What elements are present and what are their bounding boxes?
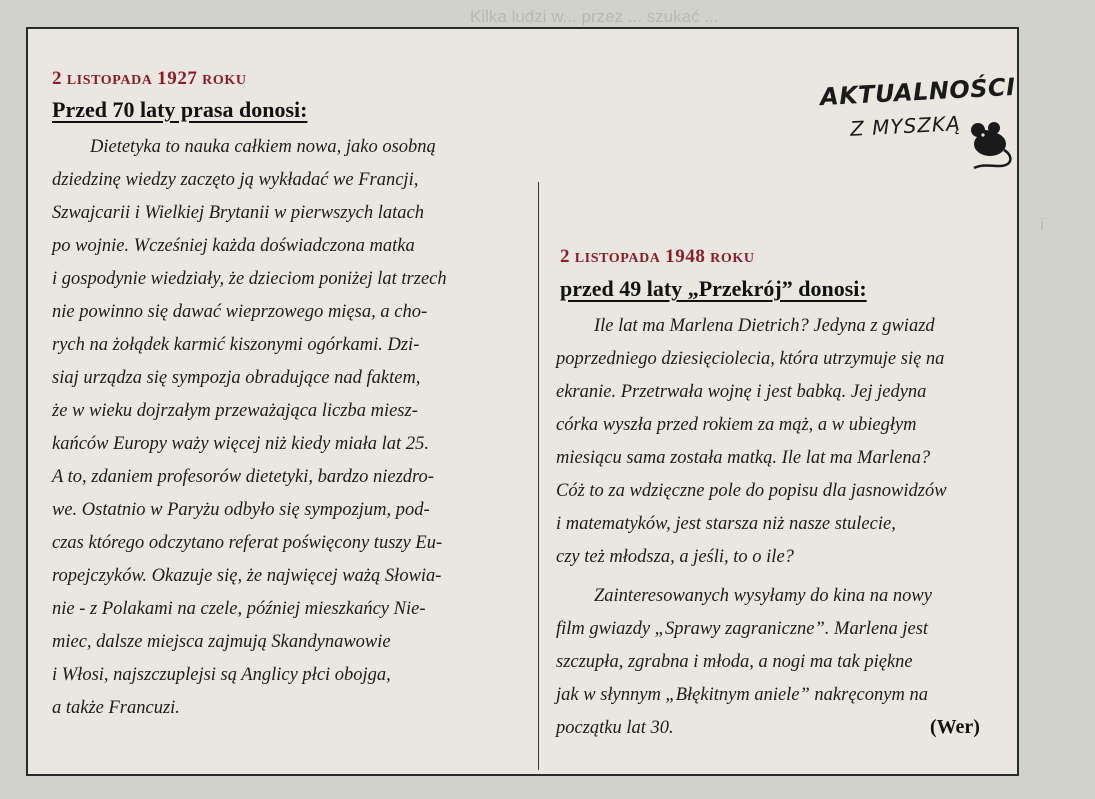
article1-line: ropejczyków. Okazuje się, że najwięcej ważą Słowia- [52, 566, 442, 586]
article2-signature: (Wer) [930, 716, 980, 738]
article1-line: nie powinno się dawać wieprzowego mięsa, a cho- [52, 302, 428, 322]
article1-line: dziedzinę wiedzy zaczęto ją wykładać we Francji, [52, 170, 419, 190]
article2-line: początku lat 30. [556, 718, 674, 738]
article1-line: we. Ostatnio w Paryżu odbyło się sympozjum, pod- [52, 500, 430, 520]
article1-date-month: LISTOPADA [66, 73, 153, 88]
article2-line: miesiącu sama została matką. Ile lat ma Marlena? [556, 448, 931, 468]
article2-date-month: LISTOPADA [574, 251, 661, 266]
logo-title: AKTUALNOŚCI [819, 72, 1017, 112]
logo-subtitle: Z MYSZKĄ [849, 111, 962, 141]
article1-date-number: 2 [52, 68, 63, 89]
column-logo [819, 72, 1020, 178]
column-divider [538, 182, 539, 770]
mouse-icon [960, 108, 1018, 170]
article1-line: miec, dalsze miejsca zajmują Skandynawowie [52, 632, 391, 652]
article2-line: poprzedniego dziesięciolecia, która utrzymuje się na [556, 349, 945, 369]
article1-date-year: 1927 [157, 68, 198, 89]
article1-line: kańców Europy waży więcej niż kiedy miała lat 25. [52, 434, 429, 454]
article1-line: że w wieku dojrzałym przeważająca liczba miesz- [52, 401, 418, 421]
article1-date [52, 68, 247, 90]
article2-heading: przed 49 laty „Przekrój” donosi: [560, 276, 867, 301]
article2-line: córka wyszła przed rokiem za mąż, a w ubiegłym [556, 415, 917, 435]
article2-line: jak w słynnym „Błękitnym aniele” nakręconym na [556, 685, 928, 705]
article2-date-suffix: ROKU [710, 251, 755, 266]
article1-line: Dietetyka to nauka całkiem nowa, jako osobną [90, 137, 436, 157]
background-bleed-text: Kilka ludzi w... przez ... szukać ... [470, 7, 719, 26]
article1-date-suffix: ROKU [202, 73, 247, 88]
article2-line: czy też młodsza, a jeśli, to o ile? [556, 547, 794, 567]
article1-line: rych na żołądek karmić kiszonymi ogórkami. Dzi- [52, 335, 420, 355]
article2-date-year: 1948 [665, 246, 706, 267]
article1-line: A to, zdaniem profesorów dietetyki, bardzo niezdro- [52, 467, 434, 487]
article2-date [560, 246, 755, 268]
article1-line: i Włosi, najszczuplejsi są Anglicy płci obojga, [52, 665, 391, 685]
article2-line: film gwiazdy „Sprawy zagraniczne”. Marlena jest [556, 619, 929, 639]
article1-line: nie - z Polakami na czele, później mieszkańcy Nie- [52, 599, 426, 619]
article1-line: siaj urządza się sympozja obradujące nad faktem, [52, 368, 421, 388]
article2-line: Cóż to za wdzięczne pole do popisu dla jasnowidzów [556, 481, 947, 501]
article2-line: Zainteresowanych wysyłamy do kina na nowy [594, 586, 932, 606]
article2-line: i matematyków, jest starsza niż nasze stulecie, [556, 514, 896, 534]
article2-line: szczupła, zgrabna i młoda, a nogi ma tak piękne [556, 652, 913, 672]
background-bleed-text-right: i [1040, 215, 1044, 234]
article1-line: i gospodynie wiedziały, że dzieciom poniżej lat trzech [52, 269, 447, 289]
article2-line: ekranie. Przetrwała wojnę i jest babką. Jej jedyna [556, 382, 927, 402]
article2-date-number: 2 [560, 246, 571, 267]
article1-line: Szwajcarii i Wielkiej Brytanii w pierwszych latach [52, 203, 425, 223]
article1-line: czas którego odczytano referat poświęcony tuszy Eu- [52, 533, 443, 553]
article1-heading: Przed 70 laty prasa donosi: [52, 97, 308, 122]
article1-line: po wojnie. Wcześniej każda doświadczona matka [52, 236, 415, 256]
article1-line: a także Francuzi. [52, 698, 180, 718]
article2-line: Ile lat ma Marlena Dietrich? Jedyna z gwiazd [594, 316, 935, 336]
